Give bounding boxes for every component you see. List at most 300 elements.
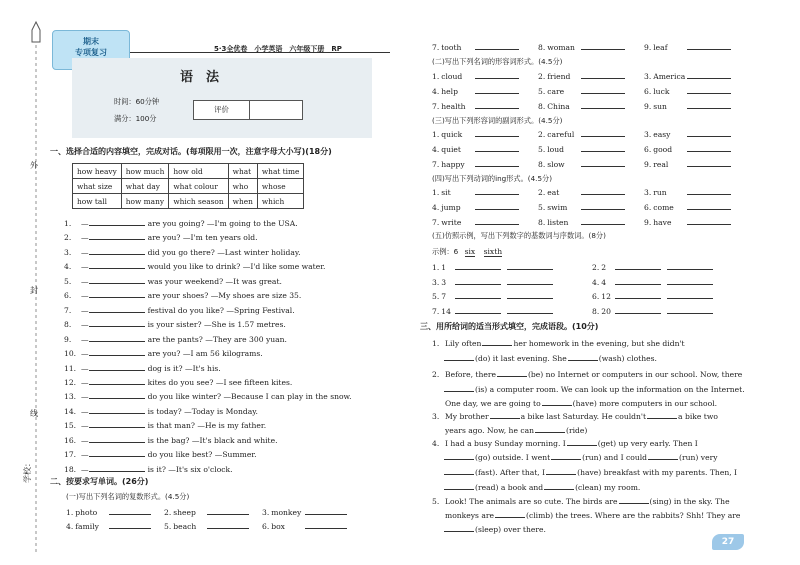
answer-blank[interactable] [444, 481, 474, 490]
item-number: 14. [64, 406, 77, 416]
cloze-text: (run) very [679, 453, 718, 462]
item-text: would you like to drink? —I'd like some water. [147, 262, 326, 272]
cloze-line [444, 509, 741, 520]
answer-blank[interactable] [482, 337, 512, 346]
item-dash: — [81, 291, 89, 301]
item-word: monkey [271, 508, 302, 517]
item-number: 9. [644, 102, 652, 111]
item-word: woman [547, 43, 575, 52]
book-info: 5·3全优卷 小学英语 六年级下册 RP [214, 45, 342, 53]
word-item [432, 100, 519, 111]
time-info: 时间：60分钟 [114, 97, 160, 106]
answer-blank[interactable] [648, 451, 678, 460]
answer-blank[interactable] [89, 275, 145, 284]
answer-blank[interactable] [207, 506, 249, 515]
cardinal-blank[interactable] [455, 305, 501, 314]
badge-line1: 期末 [83, 37, 99, 46]
word-item [262, 506, 347, 517]
cloze-text: years ago. Now, he can [445, 426, 535, 435]
answer-blank[interactable] [89, 304, 145, 313]
word-item [644, 100, 731, 111]
answer-blank[interactable] [687, 100, 731, 109]
item-number: 5. [538, 203, 546, 212]
item-text: do you like winter? —Because I can play in the snow. [147, 392, 352, 402]
page-number: 27 [712, 534, 744, 550]
answer-blank[interactable] [444, 523, 474, 532]
score-info: 满分：100分 [114, 114, 157, 123]
cloze-text: (have) more computers in our school. [572, 399, 718, 408]
item-number: 3. [432, 412, 440, 421]
answer-blank[interactable] [475, 128, 519, 137]
item-word: tooth [441, 43, 462, 52]
item-number: 9. [644, 218, 652, 227]
item-text: is it? —It's six o'clock. [147, 464, 233, 474]
answer-blank[interactable] [89, 376, 145, 385]
cardinal-blank[interactable] [615, 261, 661, 270]
ordinal-blank[interactable] [507, 261, 553, 270]
item-number: 18. [64, 464, 77, 474]
answer-blank[interactable] [581, 100, 625, 109]
item-number: 2. [432, 370, 440, 379]
answer-blank[interactable] [89, 217, 145, 226]
answer-blank[interactable] [581, 216, 625, 225]
cloze-line [444, 481, 641, 492]
item-word: loud [547, 145, 565, 154]
table-cell: which season [169, 194, 228, 209]
word-item [432, 70, 519, 81]
answer-blank[interactable] [567, 437, 597, 446]
item-text: are you? —I am 56 kilograms. [147, 349, 263, 359]
item-word: write [441, 218, 462, 227]
cloze-text: (have) breakfast with my parents. Then, I [577, 468, 738, 477]
item-number: 3. [644, 130, 652, 139]
word-item [538, 128, 625, 139]
cloze-text: a bike two [678, 412, 718, 421]
item-number: 8. [538, 160, 546, 169]
answer-blank[interactable] [687, 186, 731, 195]
item-dash: — [81, 421, 89, 431]
number-item [592, 290, 713, 301]
word-item [432, 85, 519, 96]
table-cell: when [228, 194, 257, 209]
word-item [538, 41, 625, 52]
item-number: 7. [432, 306, 440, 316]
cloze-line [432, 368, 743, 379]
cloze-text: (wash) clothes. [598, 354, 657, 363]
item-number: 2. [538, 188, 546, 197]
item-number: 6. [262, 522, 270, 531]
answer-blank[interactable] [475, 100, 519, 109]
word-item [538, 158, 625, 169]
example-label: 示例：6 [432, 247, 459, 256]
answer-blank[interactable] [581, 70, 625, 79]
number-item [432, 305, 553, 316]
item-number: 2. [538, 130, 546, 139]
answer-blank[interactable] [542, 397, 572, 406]
word-item [644, 85, 731, 96]
number-item [592, 305, 713, 316]
ordinal-blank[interactable] [507, 276, 553, 285]
cloze-text: (ride) [566, 426, 588, 435]
cloze-text: Look! The animals are so cute. The birds are [445, 497, 618, 506]
answer-blank[interactable] [687, 128, 731, 137]
item-word: cloud [441, 72, 463, 81]
item-word: 7 [441, 292, 447, 301]
answer-blank[interactable] [475, 216, 519, 225]
answer-blank[interactable] [207, 520, 249, 529]
cloze-line [432, 337, 686, 348]
item-word: friend [547, 72, 571, 81]
margin-seal: 封 [30, 286, 38, 295]
item-word: sun [653, 102, 667, 111]
answer-blank[interactable] [89, 333, 145, 342]
answer-blank[interactable] [475, 41, 519, 50]
answer-blank[interactable] [89, 246, 145, 255]
item-word: careful [547, 130, 575, 139]
table-cell: what colour [169, 179, 228, 194]
word-item [262, 520, 347, 531]
table-row [73, 179, 304, 194]
cloze-text: (do) it last evening. She [475, 354, 567, 363]
item-text: do you like best? —Summer. [147, 450, 257, 460]
word-item [538, 216, 625, 227]
answer-blank[interactable] [687, 70, 731, 79]
answer-blank[interactable] [535, 424, 565, 433]
cloze-text: My brother [445, 412, 489, 421]
word-item [432, 186, 519, 197]
answer-blank[interactable] [568, 352, 598, 361]
item-dash: — [81, 233, 89, 243]
cloze-text: (climb) the trees. Where are the rabbits? Shh! They are [526, 511, 741, 520]
item-number: 4. [432, 439, 440, 448]
margin-school: 学校： [23, 459, 32, 483]
table-cell: what day [121, 179, 169, 194]
ing-heading: (四)写出下列动词的ing形式。(4.5分) [432, 174, 553, 183]
answer-blank[interactable] [581, 85, 625, 94]
dialogue-item [64, 246, 301, 257]
item-number: 13. [64, 392, 77, 402]
adj-heading: (二)写出下列名词的形容词形式。(4.5分) [432, 57, 563, 66]
item-number: 9. [644, 160, 652, 169]
item-number: 7. [64, 305, 72, 315]
item-number: 1. [432, 263, 440, 272]
answer-blank[interactable] [89, 318, 145, 327]
cardinal-blank[interactable] [615, 290, 661, 299]
answer-blank[interactable] [581, 158, 625, 167]
word-table [72, 163, 304, 209]
item-number: 11. [64, 363, 77, 373]
plural-heading: (一)写出下列名词的复数形式。(4.5分) [66, 492, 190, 501]
table-cell: who [228, 179, 257, 194]
answer-blank[interactable] [444, 466, 474, 475]
item-number: 4. [432, 87, 440, 96]
word-item [164, 520, 249, 531]
item-number: 3. [64, 247, 72, 257]
number-item [432, 290, 553, 301]
item-word: 12 [601, 292, 611, 301]
item-word: China [547, 102, 570, 111]
answer-blank[interactable] [89, 260, 145, 269]
cloze-line [444, 451, 719, 462]
answer-blank[interactable] [544, 481, 574, 490]
cloze-text: her homework in the evening, but she didn't [513, 339, 685, 348]
table-cell: whose [257, 179, 304, 194]
answer-blank[interactable] [475, 186, 519, 195]
answer-blank[interactable] [444, 352, 474, 361]
item-text: did you go there? —Last winter holiday. [147, 247, 301, 257]
number-item [592, 276, 713, 287]
answer-blank[interactable] [687, 41, 731, 50]
table-cell: how old [169, 164, 228, 179]
item-text: are your shoes? —My shoes are size 35. [147, 291, 302, 301]
answer-blank[interactable] [619, 495, 649, 504]
answer-blank[interactable] [475, 201, 519, 210]
num-heading: (五)仿照示例，写出下列数字的基数词与序数词。(8分) [432, 231, 606, 240]
dialogue-item [64, 217, 298, 228]
answer-blank[interactable] [475, 70, 519, 79]
answer-blank[interactable] [490, 410, 520, 419]
answer-blank[interactable] [581, 186, 625, 195]
item-number: 2. [164, 508, 172, 517]
answer-blank[interactable] [89, 390, 145, 399]
item-number: 5. [164, 522, 172, 531]
item-number: 5. [538, 145, 546, 154]
cloze-line [444, 466, 738, 477]
item-number: 9. [644, 43, 652, 52]
table-cell: how many [121, 194, 169, 209]
item-number: 6. [644, 87, 652, 96]
word-item [538, 201, 625, 212]
answer-blank[interactable] [89, 289, 145, 298]
item-dash: — [81, 262, 89, 272]
item-text: are the pants? —They are 300 yuan. [147, 334, 287, 344]
ordinal-blank[interactable] [507, 305, 553, 314]
item-number: 8. [592, 306, 600, 316]
item-word: real [653, 160, 669, 169]
item-word: eat [547, 188, 560, 197]
item-dash: — [81, 392, 89, 402]
answer-blank[interactable] [581, 201, 625, 210]
answer-blank[interactable] [475, 85, 519, 94]
answer-blank[interactable] [546, 466, 576, 475]
item-word: slow [547, 160, 565, 169]
answer-blank[interactable] [89, 231, 145, 240]
answer-blank[interactable] [109, 506, 151, 515]
item-number: 8. [64, 320, 72, 330]
word-item [538, 100, 625, 111]
answer-blank[interactable] [551, 451, 581, 460]
dialogue-item [64, 347, 263, 358]
item-word: health [441, 102, 466, 111]
answer-blank[interactable] [475, 158, 519, 167]
item-dash: — [81, 377, 89, 387]
item-dash: — [81, 464, 89, 474]
cardinal-blank[interactable] [455, 276, 501, 285]
item-dash: — [81, 305, 89, 315]
item-word: help [441, 87, 458, 96]
item-word: 4 [601, 277, 607, 287]
answer-blank[interactable] [647, 410, 677, 419]
item-text: are you? —I'm ten years old. [147, 233, 258, 243]
answer-blank[interactable] [305, 520, 347, 529]
cloze-text: (sleep) over there. [475, 525, 546, 534]
item-word: box [271, 522, 285, 531]
item-dash: — [81, 349, 89, 359]
section1-heading: 一、选择合适的内容填空，完成对话。(每项限用一次，注意字母大小写)(18分) [50, 147, 332, 156]
ordinal-blank[interactable] [667, 276, 713, 285]
item-number: 4. [432, 203, 440, 212]
number-item [592, 261, 713, 272]
ordinal-blank[interactable] [667, 305, 713, 314]
answer-blank[interactable] [89, 463, 145, 472]
cloze-text: (is) a computer room. We can look up the information on the Internet. [475, 385, 745, 394]
dialogue-item [64, 362, 221, 373]
word-item [644, 186, 731, 197]
answer-blank[interactable] [444, 451, 474, 460]
item-number: 2. [64, 233, 72, 243]
margin-line: 线 [30, 409, 38, 418]
answer-blank[interactable] [497, 368, 527, 377]
answer-blank[interactable] [495, 509, 525, 518]
cloze-text: monkeys are [445, 511, 495, 520]
cardinal-blank[interactable] [615, 276, 661, 285]
item-text: festival do you like? —Spring Festival. [147, 305, 295, 315]
answer-blank[interactable] [687, 201, 731, 210]
item-word: run [653, 188, 667, 197]
item-dash: — [81, 406, 89, 416]
dialogue-item [64, 463, 233, 474]
item-number: 6. [64, 291, 72, 301]
cardinal-blank[interactable] [615, 305, 661, 314]
dialogue-item [64, 419, 266, 430]
cloze-text: a bike last Saturday. He couldn't [520, 412, 647, 421]
item-number: 10. [64, 349, 77, 359]
item-text: is today? —Today is Monday. [147, 406, 258, 416]
answer-blank[interactable] [89, 405, 145, 414]
answer-blank[interactable] [89, 419, 145, 428]
item-number: 4. [66, 522, 74, 531]
item-number: 4. [64, 262, 72, 272]
number-item [432, 261, 553, 272]
table-cell: which [257, 194, 304, 209]
item-word: come [653, 203, 674, 212]
answer-blank[interactable] [581, 143, 625, 152]
example-cardinal: six [464, 247, 476, 256]
ordinal-blank[interactable] [667, 290, 713, 299]
item-number: 17. [64, 450, 77, 460]
cloze-text: (clean) my room. [575, 483, 641, 492]
answer-blank[interactable] [581, 128, 625, 137]
word-item [644, 216, 731, 227]
item-number: 5. [432, 292, 440, 301]
cloze-text: (get) up very early. Then I [597, 439, 698, 448]
table-row [73, 194, 304, 209]
dialogue-item [64, 376, 292, 387]
word-item [432, 41, 519, 52]
cloze-text: (be) no Internet or computers in our school. Now, there [527, 370, 743, 379]
word-item [432, 201, 519, 212]
item-number: 1. [432, 130, 440, 139]
word-item [644, 201, 731, 212]
table-cell: how heavy [73, 164, 122, 179]
dialogue-item [64, 405, 258, 416]
dialogue-item [64, 289, 301, 300]
item-number: 1. [432, 72, 440, 81]
item-word: happy [441, 160, 465, 169]
number-item [432, 276, 553, 287]
answer-blank[interactable] [687, 158, 731, 167]
dialogue-item [64, 318, 286, 329]
table-row [73, 164, 304, 179]
ordinal-blank[interactable] [507, 290, 553, 299]
item-number: 6. [644, 203, 652, 212]
item-number: 8. [538, 43, 546, 52]
item-number: 15. [64, 421, 77, 431]
answer-blank[interactable] [89, 434, 145, 443]
cloze-text: Before, there [445, 370, 496, 379]
cloze-line [432, 495, 731, 506]
item-number: 5. [538, 87, 546, 96]
cloze-line [444, 383, 746, 394]
cloze-line [444, 352, 658, 363]
cloze-text: (read) a book and [475, 483, 544, 492]
word-item [644, 41, 731, 52]
badge-line2: 专项复习 [75, 48, 107, 57]
item-dash: — [81, 320, 89, 330]
eval-box [193, 100, 303, 120]
answer-blank[interactable] [581, 41, 625, 50]
answer-blank[interactable] [89, 362, 145, 371]
item-word: care [547, 87, 565, 96]
example-ordinal: sixth [483, 247, 503, 256]
item-dash: — [81, 276, 89, 286]
answer-blank[interactable] [89, 448, 145, 457]
cloze-text: (fast). After that, I [475, 468, 546, 477]
item-word: 14 [441, 306, 451, 316]
cloze-text: (run) and I could [582, 453, 648, 462]
word-item [644, 143, 731, 154]
word-item [164, 506, 249, 517]
cardinal-blank[interactable] [455, 261, 501, 270]
item-number: 3. [432, 277, 440, 287]
answer-blank[interactable] [687, 216, 731, 225]
answer-blank[interactable] [444, 383, 474, 392]
answer-blank[interactable] [475, 143, 519, 152]
answer-blank[interactable] [89, 347, 145, 356]
item-number: 3. [262, 508, 270, 517]
item-dash: — [81, 450, 89, 460]
item-text: is your sister? —She is 1.57 metres. [147, 320, 286, 330]
header-rule [130, 52, 390, 53]
item-word: luck [653, 87, 670, 96]
page-title: 语 法 [180, 70, 220, 85]
ordinal-blank[interactable] [667, 261, 713, 270]
answer-blank[interactable] [305, 506, 347, 515]
word-item [66, 506, 151, 517]
cardinal-blank[interactable] [455, 290, 501, 299]
item-word: quiet [441, 145, 461, 154]
answer-blank[interactable] [687, 85, 731, 94]
cloze-line [444, 523, 547, 534]
item-word: 2 [601, 263, 607, 272]
item-number: 1. [64, 219, 72, 228]
answer-blank[interactable] [687, 143, 731, 152]
item-text: dog is it? —It's his. [147, 363, 221, 373]
item-number: 7. [432, 102, 440, 111]
item-word: good [653, 145, 673, 154]
item-word: sit [441, 188, 451, 197]
answer-blank[interactable] [109, 520, 151, 529]
